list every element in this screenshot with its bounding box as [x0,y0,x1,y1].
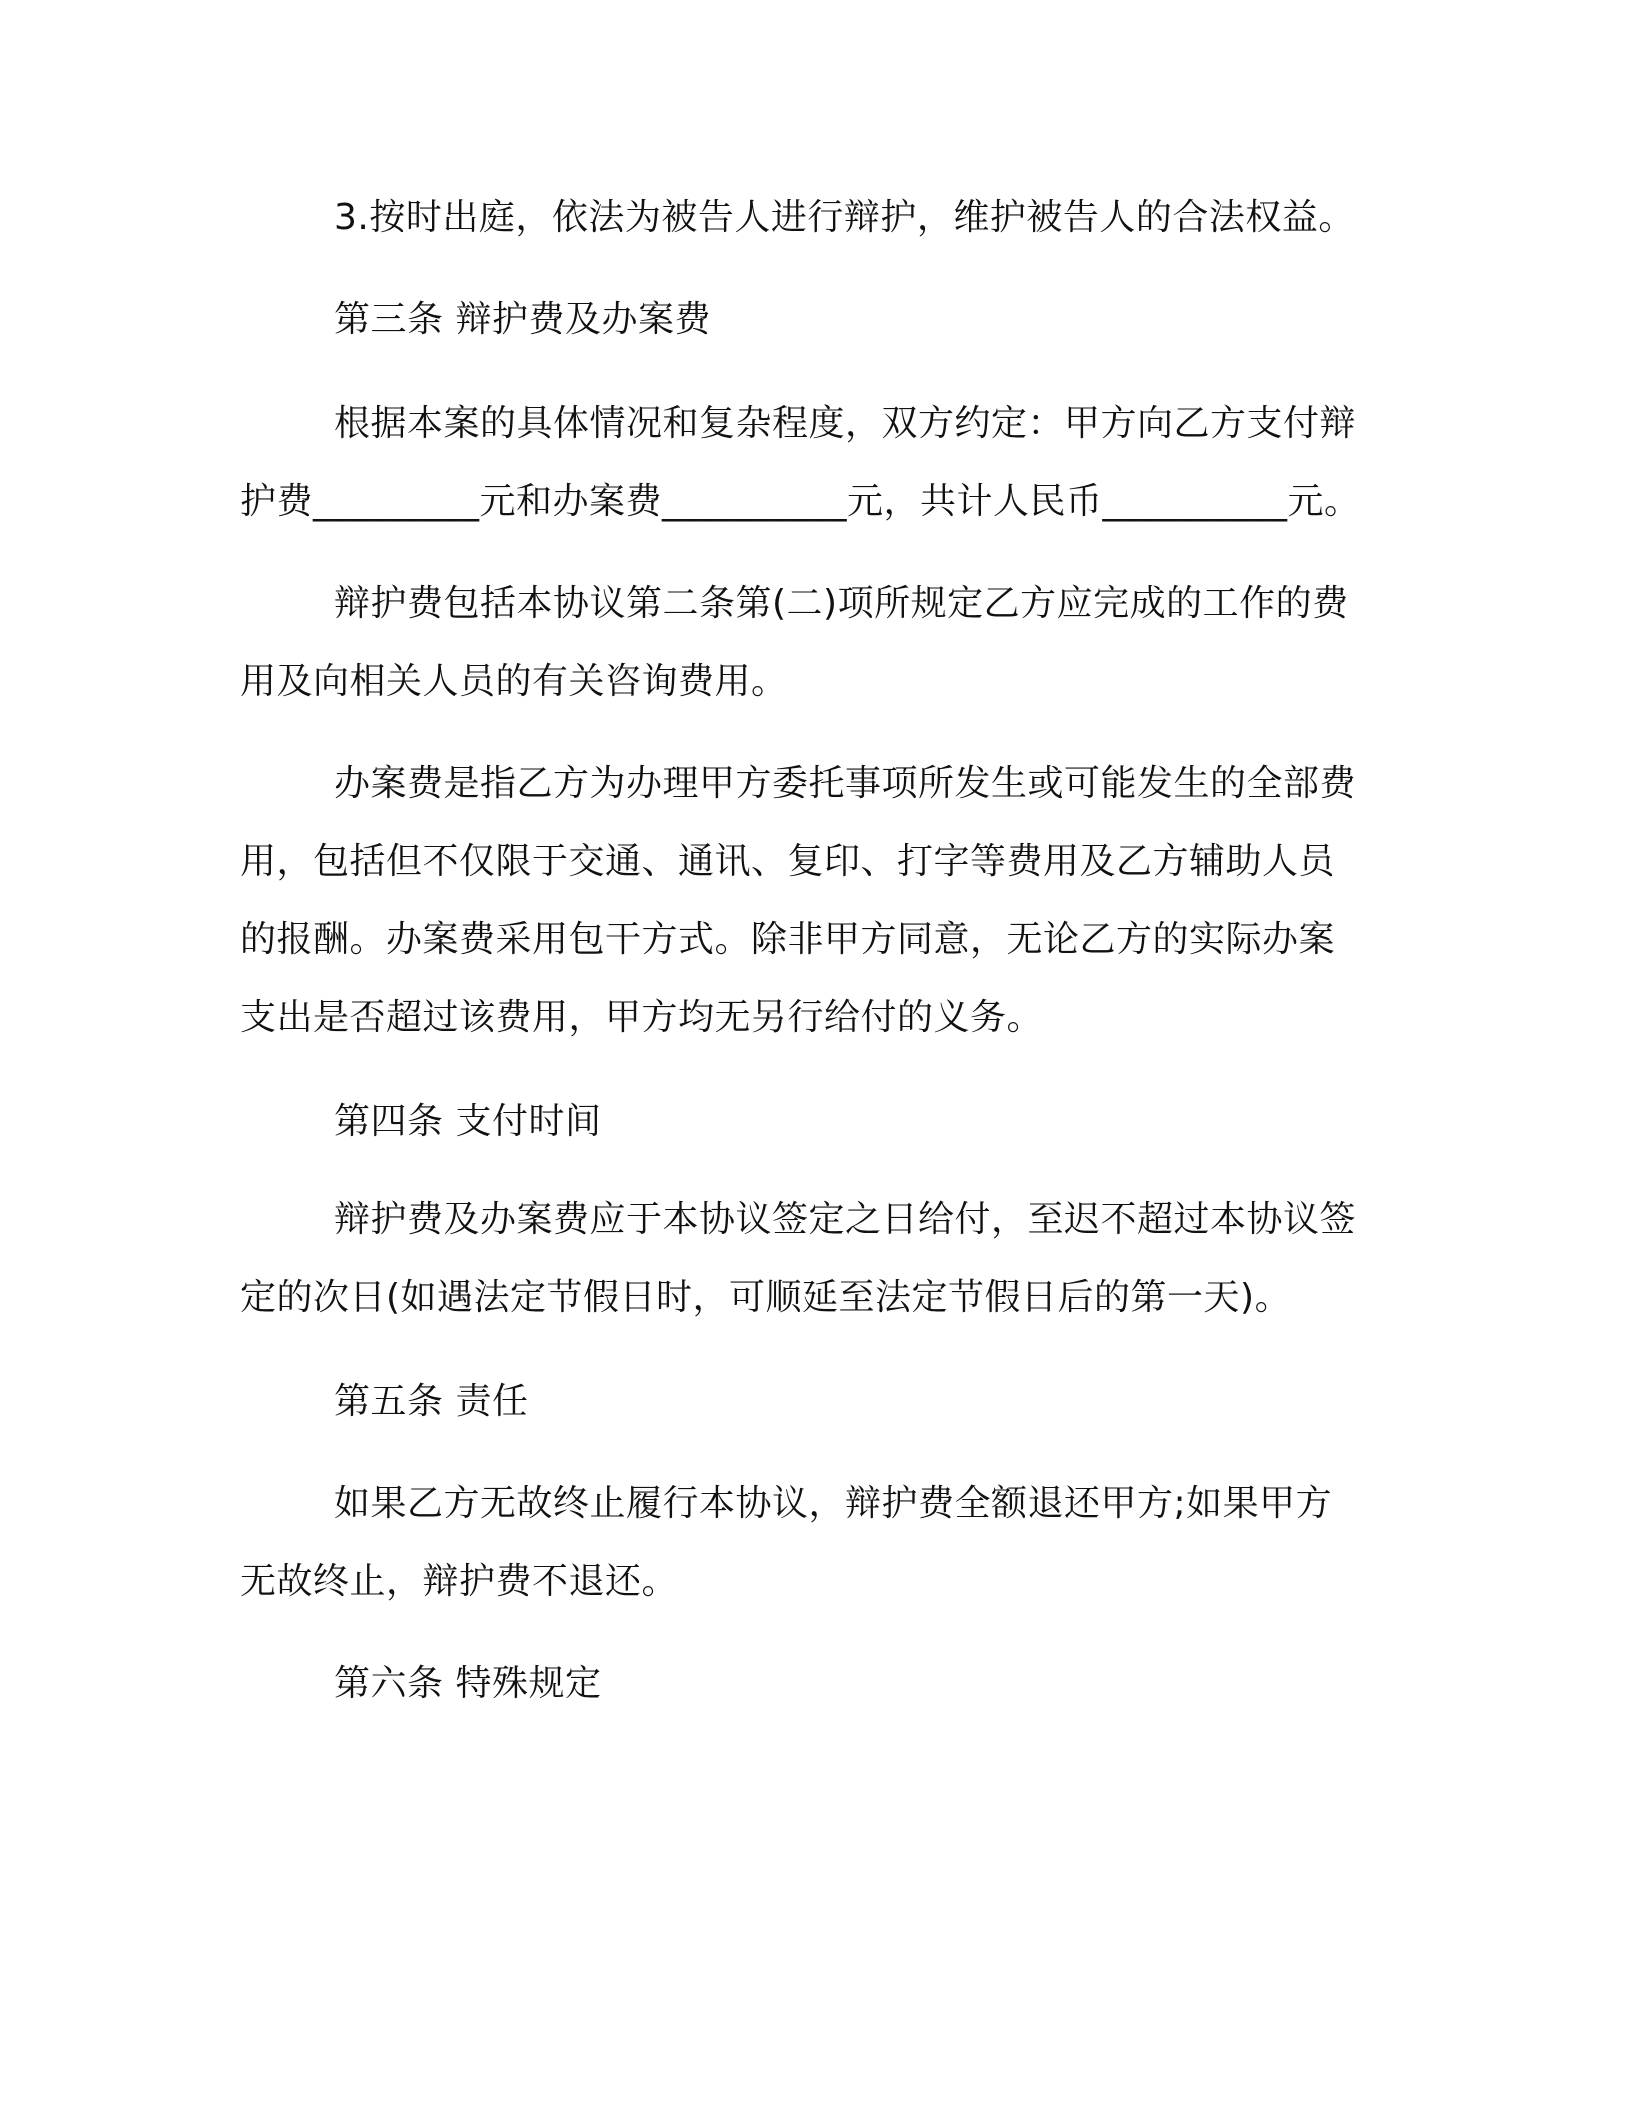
paragraph-line: 辩护费包括本协议第二条第(二)项所规定乙方应完成的工作的费 [334,583,1349,624]
section-heading: 第五条 责任 [334,1381,529,1422]
paragraph-line: 无故终止，辩护费不退还。 [240,1561,679,1602]
paragraph-line: 定的次日(如遇法定节假日时，可顺延至法定节假日后的第一天)。 [240,1277,1292,1318]
paragraph-line: 的报酬。办案费采用包干方式。除非甲方同意，无论乙方的实际办案 [240,919,1336,960]
paragraph-line: 辩护费及办案费应于本协议签定之日给付，至迟不超过本协议签 [334,1199,1357,1240]
section-heading: 第六条 特殊规定 [334,1663,602,1704]
paragraph-line: 办案费是指乙方为办理甲方委托事项所发生或可能发生的全部费 [334,763,1357,804]
paragraph-line: 3.按时出庭，依法为被告人进行辩护，维护被告人的合法权益。 [334,197,1355,238]
paragraph-line: 用，包括但不仅限于交通、通讯、复印、打字等费用及乙方辅助人员 [240,841,1336,882]
section-heading: 第三条 辩护费及办案费 [334,299,711,340]
paragraph-line: 用及向相关人员的有关咨询费用。 [240,661,788,702]
paragraph-line: 护费_________元和办案费__________元，共计人民币__________元。 [240,481,1361,522]
section-heading: 第四条 支付时间 [334,1101,602,1142]
paragraph-line: 如果乙方无故终止履行本协议，辩护费全额退还甲方;如果甲方 [334,1483,1333,1524]
paragraph-line: 根据本案的具体情况和复杂程度，双方约定：甲方向乙方支付辩 [334,403,1357,444]
paragraph-line: 支出是否超过该费用，甲方均无另行给付的义务。 [240,997,1044,1038]
